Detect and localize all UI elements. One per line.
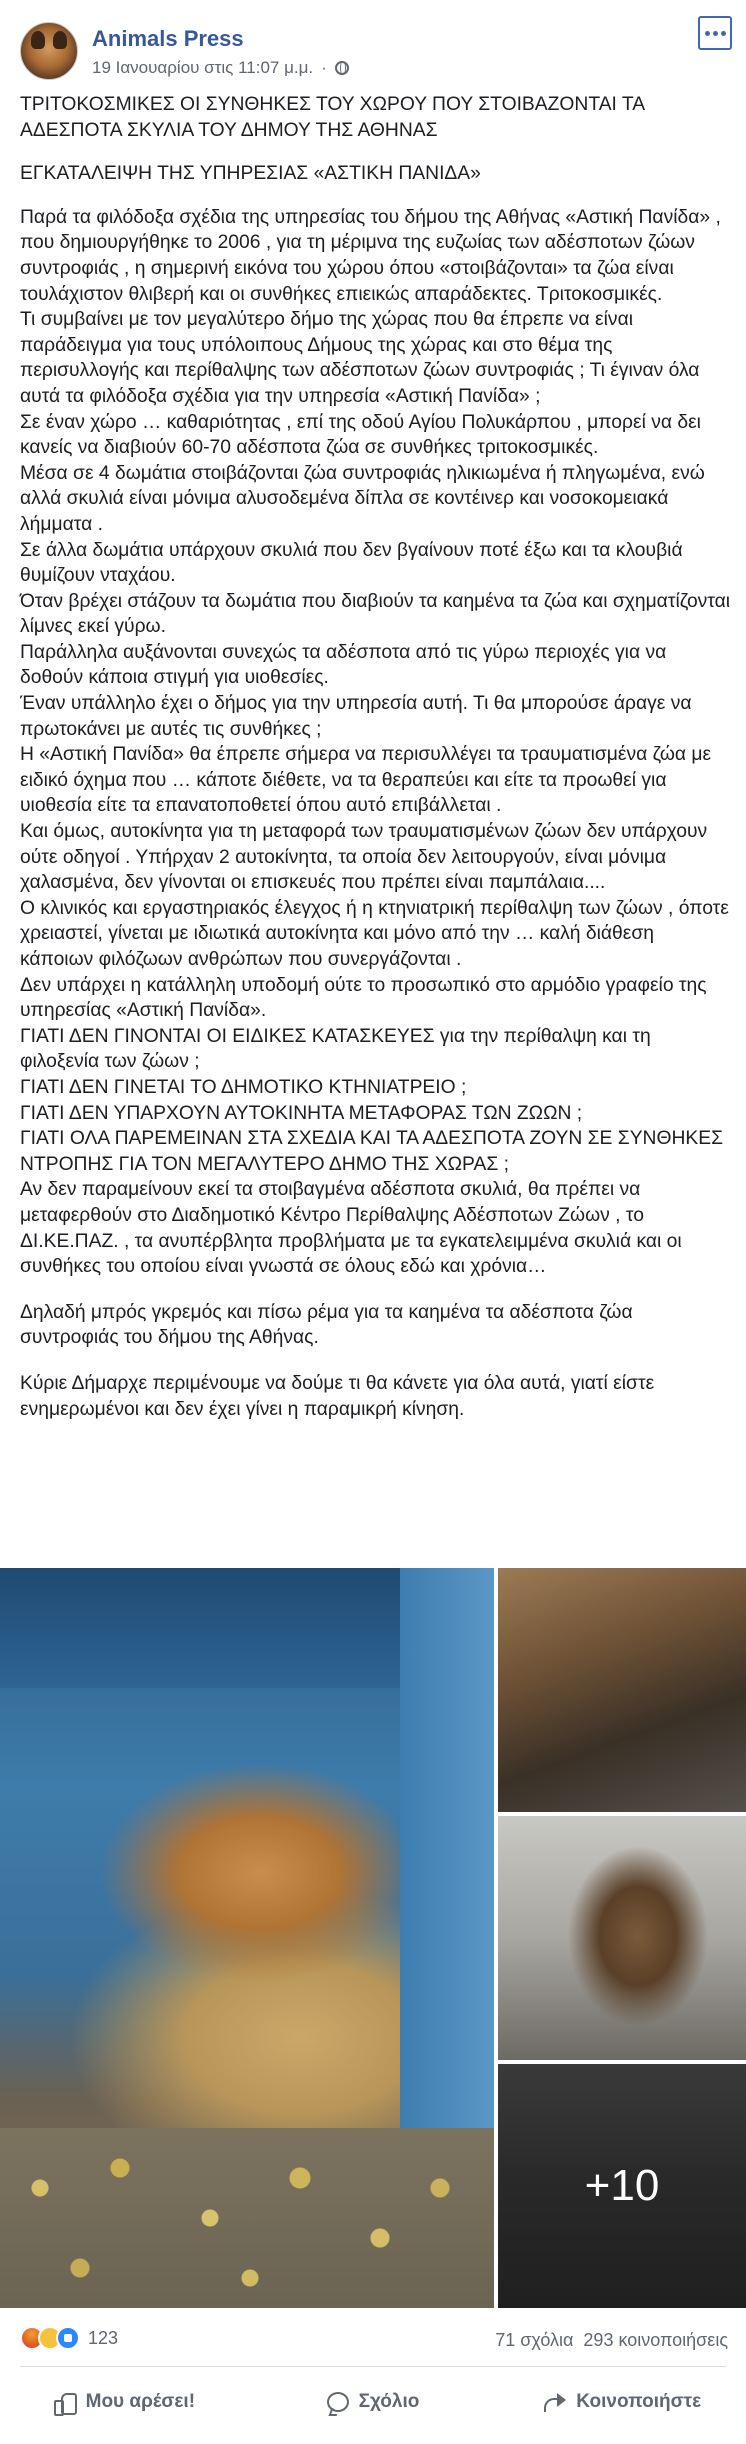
post-timestamp[interactable]: 19 Ιανουαρίου στις 11:07 μ.μ. [92,58,314,77]
globe-icon[interactable] [335,61,349,75]
share-label: Κοινοποιήστε [576,2391,702,2412]
paragraph: Και όμως, αυτοκίνητα για τη μεταφορά των τραυματισμένων ζώων δεν υπάρχουν ούτε οδηγοί . Υπήρχαν 2 αυτοκίνητα, τα οποία δεν λειτουργούν, είναι μόνιμα χαλασμένα, δεν γίνονται οι επισκευές που πρέπει είναι παμπάλαια.... [20,821,708,894]
photo-more-overlay [498,2064,746,2308]
photo-grid [0,1568,746,2308]
paragraph: Σε άλλα δωμάτια υπάρχουν σκυλιά που δεν βγαίνουν ποτέ έξω και τα κλουβιά θυμίζουν νταχάου. [20,539,683,587]
meta-separator: · [321,58,327,77]
like-button[interactable] [0,2372,249,2432]
action-bar [0,2372,746,2432]
avatar-ear [53,31,67,49]
closing-paragraph: Κύριε Δήμαρχε περιμένουμε να δούμε τι θα κάνετε για όλα αυτά, γιατί είστε ενημερωμένοι και δεν έχει γίνει η παραμικρή κίνηση. [20,1372,655,1420]
paragraph: Όταν βρέχει στάζουν τα δωμάτια που διαβιούν τα καημένα τα ζώα και σχηματίζονται λίμνες εκεί γύρω. [20,590,731,638]
paragraph: Μέσα σε 4 δωμάτια στοιβάζονται ζώα συντροφιάς ηλικιωμένα ή πληγωμένα, ενώ αλλά σκυλιά είναι μόνιμα αλυσοδεμένα δίπλα σε κοντέινερ και νοσοκομειακά λήμματα . [20,462,705,535]
paragraph: Αν δεν παραμείνουν εκεί τα στοιβαγμένα αδέσποτα σκυλιά, θα πρέπει να μεταφερθούν στο Διαδημοτικό Κέντρο Περίθαλψης Αδέσποτων Ζώων , το ΔΙ.ΚΕ.ΠΑΖ. , τα ανυπέρβλητα προβλήματα με τα εγκατελειμμένα σκυλιά και οι συνθήκες του οποίου είναι γνωστά σε όλους εδώ και χρόνια… [20,1179,682,1278]
paragraph: Δεν υπάρχει η κατάλληλη υποδομή ούτε το προσωπικό στο αρμόδιο γραφείο της υπηρεσίας «Αστική Πανίδα». [20,974,707,1022]
post-title: ΤΡΙΤΟΚΟΣΜΙΚΕΣ ΟΙ ΣΥΝΘΗΚΕΣ ΤΟΥ ΧΩΡΟΥ ΠΟΥ ΣΤΟΙΒΑΖΟΝΤΑΙ ΤΑ ΑΔΕΣΠΟΤΑ ΣΚΥΛΙΑ ΤΟΥ ΔΗΜΟΥ ΤΗΣ ΑΘΗΝΑΣ [20,94,645,141]
like-icon [56,2326,80,2350]
paragraph: ΓΙΑΤΙ ΔΕΝ ΓΙΝΕΤΑΙ ΤΟ ΔΗΜΟΤΙΚΟ ΚΤΗΝΙΑΤΡΕΙΟ ; [20,1076,467,1098]
shares-count-link[interactable]: 293 κοινοποιήσεις [583,2330,728,2350]
reaction-count: 123 [88,2327,119,2348]
comment-label: Σχόλιο [358,2391,420,2412]
paragraph: Παράλληλα αυξάνονται συνεχώς τα αδέσποτα από τις γύρω περιοχές για να δοθούν κάποια στιγμή για υιοθεσίες. [20,641,667,689]
paragraph: Η «Αστική Πανίδα» θα έπρεπε σήμερα να περισυλλέγει τα τραυματισμένα ζώα με ειδικό όχημα που … κάποτε διέθετε, να τα θεραπεύει και είτε τα προωθεί για υιοθεσία είτε τα επανατοποθετεί όπου αυτό επιβάλλεται . [20,744,712,817]
post-body [20,92,732,1422]
photo-leaves-ground [0,2128,494,2308]
post-paragraphs [20,205,732,1280]
paragraph: Τι συμβαίνει με τον μεγαλύτερο δήμο της χώρας που θα έπρεπε να είναι παράδειγμα για τους υπόλοιπους Δήμους της χώρας και στο θέμα της περισυλλογής και περίθαλψης των αδέσποτων ζώων συντροφιάς ; Τι έγιναν όλα αυτά τα φιλόδοξα σχέδια για την υπηρεσία «Αστική Πανίδα» ; [20,309,700,407]
comment-button[interactable] [249,2372,498,2432]
ellipsis-icon [721,31,726,36]
divider [20,2366,726,2367]
paragraph: Παρά τα φιλόδοξα σχέδια της υπηρεσίας του δήμου της Αθήνας «Αστική Πανίδα» , που δημιουργήθηκε το 2006 , για τη μέριμνα της ευζωίας των αδέσποτων ζώων συντροφιάς , η σημερινή εικόνα του χώρου όπου «στοιβάζονται» τα ζώα είναι τουλάχιστον θλιβερή και οι συνθήκες επιεικώς απαράδεκτες. Τριτοκοσμικές. [20,206,721,305]
share-button[interactable] [497,2372,746,2432]
photo-dog-close-up[interactable] [498,1816,746,2060]
more-options-button[interactable] [698,16,732,50]
thumbs-up-icon [54,2391,76,2413]
ellipsis-icon [705,31,710,36]
comment-icon [327,2392,349,2412]
paragraph: Ο κλινικός και εργαστηριακός έλεγχος ή η κτηνιατρική περίθαλψη των ζώων , όποτε χρειαστεί, γίνεται με ιδιωτικά αυτοκίνητα και μόνο από την … καλή διάθεση κάποιων φιλόζωων ανθρώπων που συνεργάζονται . [20,897,729,970]
reactions-summary[interactable] [20,2326,118,2350]
photo-dog-in-debris[interactable] [498,1568,746,1812]
more-photos-count: +10 [584,2161,660,2210]
photo-dog-on-blanket[interactable] [0,1568,494,2308]
avatar-ear [31,31,45,49]
page-name-link[interactable]: Animals Press [92,26,244,51]
photo-more[interactable] [498,2064,746,2308]
comments-count-link[interactable]: 71 σχόλια [495,2330,574,2350]
closing-paragraph: Δηλαδή μπρός γκρεμός και πίσω ρέμα για τα καημένα τα αδέσποτα ζώα συντροφιάς του δήμου της Αθήνας. [20,1301,633,1349]
page-avatar[interactable] [20,22,78,80]
ellipsis-icon [713,31,718,36]
paragraph: ΓΙΑΤΙ ΟΛΑ ΠΑΡΕΜΕΙΝΑΝ ΣΤΑ ΣΧΕΔΙΑ ΚΑΙ ΤΑ ΑΔΕΣΠΟΤΑ ΖΟΥΝ ΣΕ ΣΥΝΘΗΚΕΣ ΝΤΡΟΠΗΣ ΓΙΑ ΤΟΝ ΜΕΓΑΛΥΤΕΡΟ ΔΗΜΟ ΤΗΣ ΧΩΡΑΣ ; [20,1128,724,1175]
engagement-summary [0,2320,746,2360]
paragraph: ΓΙΑΤΙ ΔΕΝ ΥΠΑΡΧΟΥΝ ΑΥΤΟΚΙΝΗΤΑ ΜΕΤΑΦΟΡΑΣ ΤΩΝ ΖΩΩΝ ; [20,1102,583,1124]
paragraph: Σε έναν χώρο … καθαριότητας , επί της οδού Αγίου Πολυκάρπου , μπορεί να δει κανείς να διαβιούν 60-70 αδέσποτα ζώα σε συνθήκες τριτοκοσμικές. [20,411,701,459]
photo-door-frame [400,1568,494,2128]
post-meta [92,58,349,78]
paragraph: Έναν υπάλληλο έχει ο δήμος για την υπηρεσία αυτή. Τι θα μπορούσε άραγε να πρωτοκάνει με αυτές τις συνθήκες ; [20,693,692,740]
post-header [0,0,746,96]
paragraph: ΓΙΑΤΙ ΔΕΝ ΓΙΝΟΝΤΑΙ ΟΙ ΕΙΔΙΚΕΣ ΚΑΤΑΣΚΕΥΕΣ για την περίθαλψη και τη φιλοξενία των ζώων ; [20,1025,651,1073]
comment-share-counts [495,2330,728,2351]
post-subtitle: ΕΓΚΑΤΑΛΕΙΨΗ ΤΗΣ ΥΠΗΡΕΣΙΑΣ «ΑΣΤΙΚΗ ΠΑΝΙΔΑ» [20,163,481,185]
like-label: Μου αρέσει! [85,2391,196,2412]
share-icon [542,2392,566,2412]
